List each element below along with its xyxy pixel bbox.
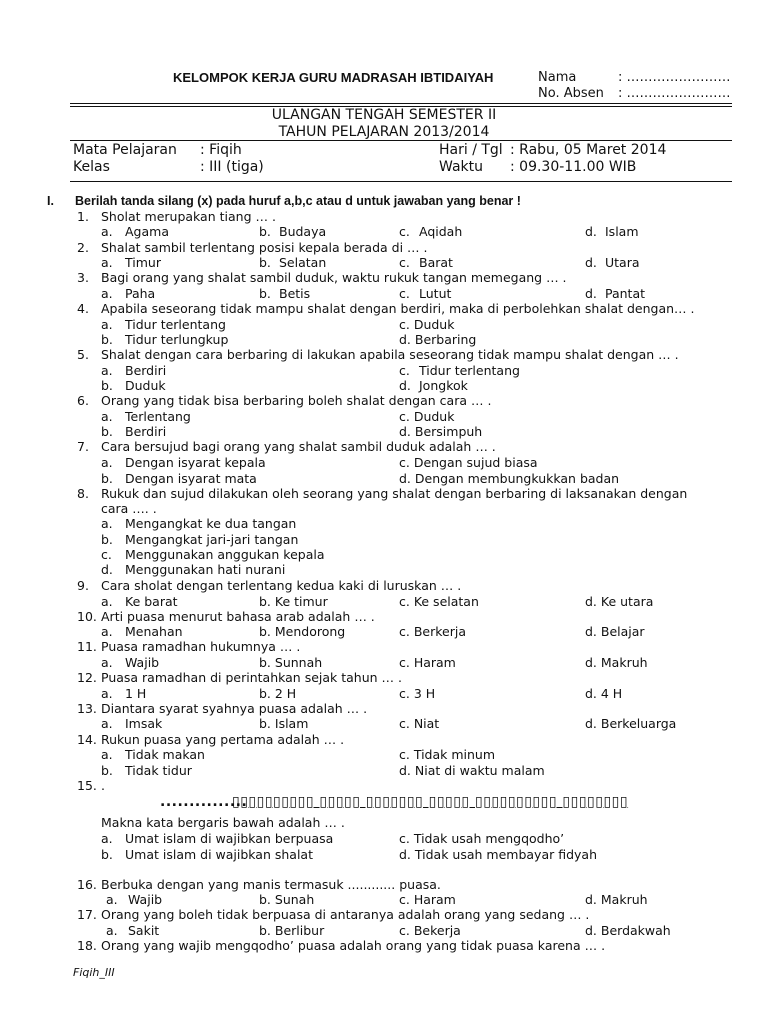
option-letter: a. <box>101 516 113 531</box>
nama-label: Nama <box>538 70 577 85</box>
option-letter: b. <box>259 286 271 301</box>
question-text: Sholat merupakan tiang … . <box>101 209 276 224</box>
question-number: 1. <box>77 209 89 224</box>
option-letter: a. <box>106 892 118 907</box>
option-letter: b. <box>259 255 271 270</box>
question-number: 4. <box>77 301 89 316</box>
option-letter: a. <box>101 363 113 378</box>
question-number: 18. <box>77 938 97 953</box>
option-text: d. Bersimpuh <box>399 424 483 439</box>
section-number: I. <box>47 194 54 208</box>
verse-dots: ............... <box>160 794 248 810</box>
question-text: Cara sholat dengan terlentang kedua kaki di luruskan … . <box>101 578 462 593</box>
option-letter: b. <box>101 378 113 393</box>
option-text: Wajib <box>125 655 160 670</box>
option-text: 1 H <box>125 686 147 701</box>
option-letter: a. <box>101 224 113 239</box>
mapel-value: : Fiqih <box>200 142 242 158</box>
absen-label: No. Absen <box>538 86 604 101</box>
header-rule-top <box>70 103 732 104</box>
option-text: Timur <box>125 255 161 270</box>
option-text: d. 4 H <box>585 686 623 701</box>
exam-title: ULANGAN TENGAH SEMESTER II <box>271 107 497 123</box>
option-text: c. Niat <box>399 716 440 731</box>
option-text: Tidur terlentang <box>419 363 520 378</box>
question-text: Shalat dengan cara berbaring di lakukan apabila seseorang tidak mampu shalat dengan … . <box>101 347 679 362</box>
option-text: Utara <box>605 255 640 270</box>
option-text: b. Berlibur <box>259 923 325 938</box>
question-text: Cara bersujud bagi orang yang shalat sambil duduk adalah … . <box>101 439 496 454</box>
option-text: Tidur terlentang <box>125 317 226 332</box>
hari-value: : Rabu, 05 Maret 2014 <box>510 142 667 158</box>
question-text-continued: cara …. . <box>101 501 157 516</box>
option-text: d. Berkeluarga <box>585 716 677 731</box>
exam-year: TAHUN PELAJARAN 2013/2014 <box>278 124 490 140</box>
header-rule-bottom <box>70 181 732 182</box>
page-footer: Fiqih_III <box>73 966 115 979</box>
question-number: 9. <box>77 578 89 593</box>
option-text: c. Duduk <box>399 317 455 332</box>
option-text: c. Dengan sujud biasa <box>399 455 538 470</box>
question-number: 10. <box>77 609 97 624</box>
option-text: Menggunakan hati nurani <box>125 562 286 577</box>
question-text: . <box>101 778 105 793</box>
option-text: Wajib <box>128 892 163 907</box>
question-number: 7. <box>77 439 89 454</box>
option-text: c. Haram <box>399 655 456 670</box>
question-text: Orang yang wajib mengqodho’ puasa adalah orang yang tidak puasa karena … . <box>101 938 606 953</box>
option-text: Imsak <box>125 716 163 731</box>
mapel-label: Mata Pelajaran <box>73 142 177 158</box>
option-text: Islam <box>605 224 639 239</box>
option-letter: a. <box>101 655 113 670</box>
question-number: 15. <box>77 778 97 793</box>
option-text: d. Berdakwah <box>585 923 671 938</box>
option-letter: a. <box>101 831 113 846</box>
org-name: KELOMPOK KERJA GURU MADRASAH IBTIDAIYAH <box>173 70 494 85</box>
question-text: Rukuk dan sujud dilakukan oleh seorang yang shalat dengan berbaring di laksanakan dengan <box>101 486 688 501</box>
option-text: Betis <box>279 286 311 301</box>
option-text: d. Dengan membungkukkan badan <box>399 471 620 486</box>
option-text: Selatan <box>279 255 327 270</box>
option-text: Ke barat <box>125 594 178 609</box>
question-text: Shalat sambil terlentang posisi kepala berada di … . <box>101 240 428 255</box>
option-text: Agama <box>125 224 169 239</box>
question-number: 16. <box>77 877 97 892</box>
hari-label: Hari / Tgl <box>439 142 503 158</box>
question-number: 14. <box>77 732 97 747</box>
option-letter: d. <box>585 255 597 270</box>
option-text: Mengangkat jari-jari tangan <box>125 532 299 547</box>
option-text: c. Tidak minum <box>399 747 496 762</box>
option-letter: a. <box>101 455 113 470</box>
question-text: Bagi orang yang shalat sambil duduk, waktu rukuk tangan memegang … . <box>101 270 567 285</box>
option-text: Menahan <box>125 624 183 639</box>
option-text: c. Bekerja <box>399 923 461 938</box>
question-number: 13. <box>77 701 97 716</box>
option-text: c. Tidak usah mengqodho’ <box>399 831 565 846</box>
option-text: d. Makruh <box>585 892 648 907</box>
question-number: 11. <box>77 639 97 654</box>
question-text: Arti puasa menurut bahasa arab adalah … . <box>101 609 375 624</box>
question-number: 5. <box>77 347 89 362</box>
kelas-label: Kelas <box>73 159 110 175</box>
option-letter: d. <box>101 562 113 577</box>
option-letter: a. <box>101 255 113 270</box>
option-letter: c. <box>101 547 112 562</box>
option-letter: c. <box>399 224 410 239</box>
option-text: d. Niat di waktu malam <box>399 763 545 778</box>
option-text: Dengan isyarat mata <box>125 471 257 486</box>
option-text: Paha <box>125 286 156 301</box>
option-letter: b. <box>101 424 113 439</box>
question-number: 17. <box>77 907 97 922</box>
question-number: 12. <box>77 670 97 685</box>
question-prompt: Makna kata bergaris bawah adalah … . <box>101 815 345 830</box>
waktu-label: Waktu <box>439 159 483 175</box>
option-letter: c. <box>399 363 410 378</box>
option-text: c. Haram <box>399 892 456 907</box>
question-number: 2. <box>77 240 89 255</box>
kelas-value: : III (tiga) <box>200 159 264 175</box>
option-text: Umat islam di wajibkan berpuasa <box>125 831 334 846</box>
option-text: Berdiri <box>125 424 167 439</box>
option-letter: b. <box>101 532 113 547</box>
option-text: Tidak makan <box>125 747 205 762</box>
option-text: b. Islam <box>259 716 309 731</box>
option-text: b. Sunnah <box>259 655 323 670</box>
option-text: Duduk <box>125 378 166 393</box>
option-text: b. 2 H <box>259 686 297 701</box>
option-text: Jongkok <box>419 378 468 393</box>
option-letter: d. <box>399 378 411 393</box>
option-text: d. Belajar <box>585 624 645 639</box>
option-text: Sakit <box>128 923 160 938</box>
option-text: c. Ke selatan <box>399 594 479 609</box>
option-text: Budaya <box>279 224 327 239</box>
question-text: Berbuka dengan yang manis termasuk ............ puasa. <box>101 877 441 892</box>
option-text: Aqidah <box>419 224 463 239</box>
absen-value: : …………………… <box>618 86 731 101</box>
option-text: d. Berbaring <box>399 332 477 347</box>
option-letter: b. <box>259 224 271 239</box>
option-text: Barat <box>419 255 453 270</box>
option-letter: a. <box>101 409 113 424</box>
option-text: Lutut <box>419 286 452 301</box>
option-text: Mengangkat ke dua tangan <box>125 516 297 531</box>
option-text: Umat islam di wajibkan shalat <box>125 847 313 862</box>
waktu-value: : 09.30-11.00 WIB <box>510 159 637 175</box>
option-letter: a. <box>101 716 113 731</box>
option-letter: a. <box>101 624 113 639</box>
option-text: b. Sunah <box>259 892 315 907</box>
option-letter: a. <box>101 594 113 609</box>
option-text: d. Ke utara <box>585 594 654 609</box>
option-letter: b. <box>101 471 113 486</box>
option-letter: b. <box>101 332 113 347</box>
question-text: Rukun puasa yang pertama adalah … . <box>101 732 345 747</box>
question-text: Puasa ramadhan hukumnya … . <box>101 639 301 654</box>
option-text: d. Makruh <box>585 655 648 670</box>
option-letter: a. <box>106 923 118 938</box>
question-text: Apabila seseorang tidak mampu shalat dengan berdiri, maka di perbolehkan shalat dengan… . <box>101 301 695 316</box>
option-text: Dengan isyarat kepala <box>125 455 266 470</box>
header-rule-mid <box>70 140 732 141</box>
option-text: Berdiri <box>125 363 167 378</box>
option-letter: a. <box>101 747 113 762</box>
arabic-verse: ▯▯▯▯▯▯▯▯▯▯ ▯▯▯▯▯ ▯▯▯▯▯▯▯ ▯▯▯▯▯ ▯▯▯▯▯▯▯▯▯▯ ▯▯▯▯▯▯▯▯ <box>232 794 629 810</box>
nama-value: : …………………… <box>618 70 731 85</box>
option-letter: c. <box>399 286 410 301</box>
question-number: 8. <box>77 486 89 501</box>
question-text: Puasa ramadhan di perintahkan sejak tahun … . <box>101 670 402 685</box>
option-letter: a. <box>101 317 113 332</box>
option-text: b. Ke timur <box>259 594 328 609</box>
question-number: 6. <box>77 393 89 408</box>
option-letter: d. <box>585 224 597 239</box>
option-text: c. Berkerja <box>399 624 466 639</box>
question-text: Orang yang boleh tidak berpuasa di antaranya adalah orang yang sedang … . <box>101 907 590 922</box>
option-text: Pantat <box>605 286 646 301</box>
question-text: Diantara syarat syahnya puasa adalah … . <box>101 701 368 716</box>
option-text: Tidur terlungkup <box>125 332 229 347</box>
question-number: 3. <box>77 270 89 285</box>
option-letter: d. <box>585 286 597 301</box>
option-letter: c. <box>399 255 410 270</box>
option-text: b. Mendorong <box>259 624 346 639</box>
option-letter: b. <box>101 847 113 862</box>
option-letter: a. <box>101 686 113 701</box>
section-instruction: Berilah tanda silang (x) pada huruf a,b,c atau d untuk jawaban yang benar ! <box>75 194 521 208</box>
question-text: Orang yang tidak bisa berbaring boleh shalat dengan cara … . <box>101 393 492 408</box>
option-text: c. 3 H <box>399 686 436 701</box>
option-letter: a. <box>101 286 113 301</box>
option-text: Tidak tidur <box>125 763 192 778</box>
option-text: Menggunakan anggukan kepala <box>125 547 325 562</box>
option-text: Terlentang <box>125 409 191 424</box>
option-text: d. Tidak usah membayar fidyah <box>399 847 597 862</box>
option-text: c. Duduk <box>399 409 455 424</box>
option-letter: b. <box>101 763 113 778</box>
